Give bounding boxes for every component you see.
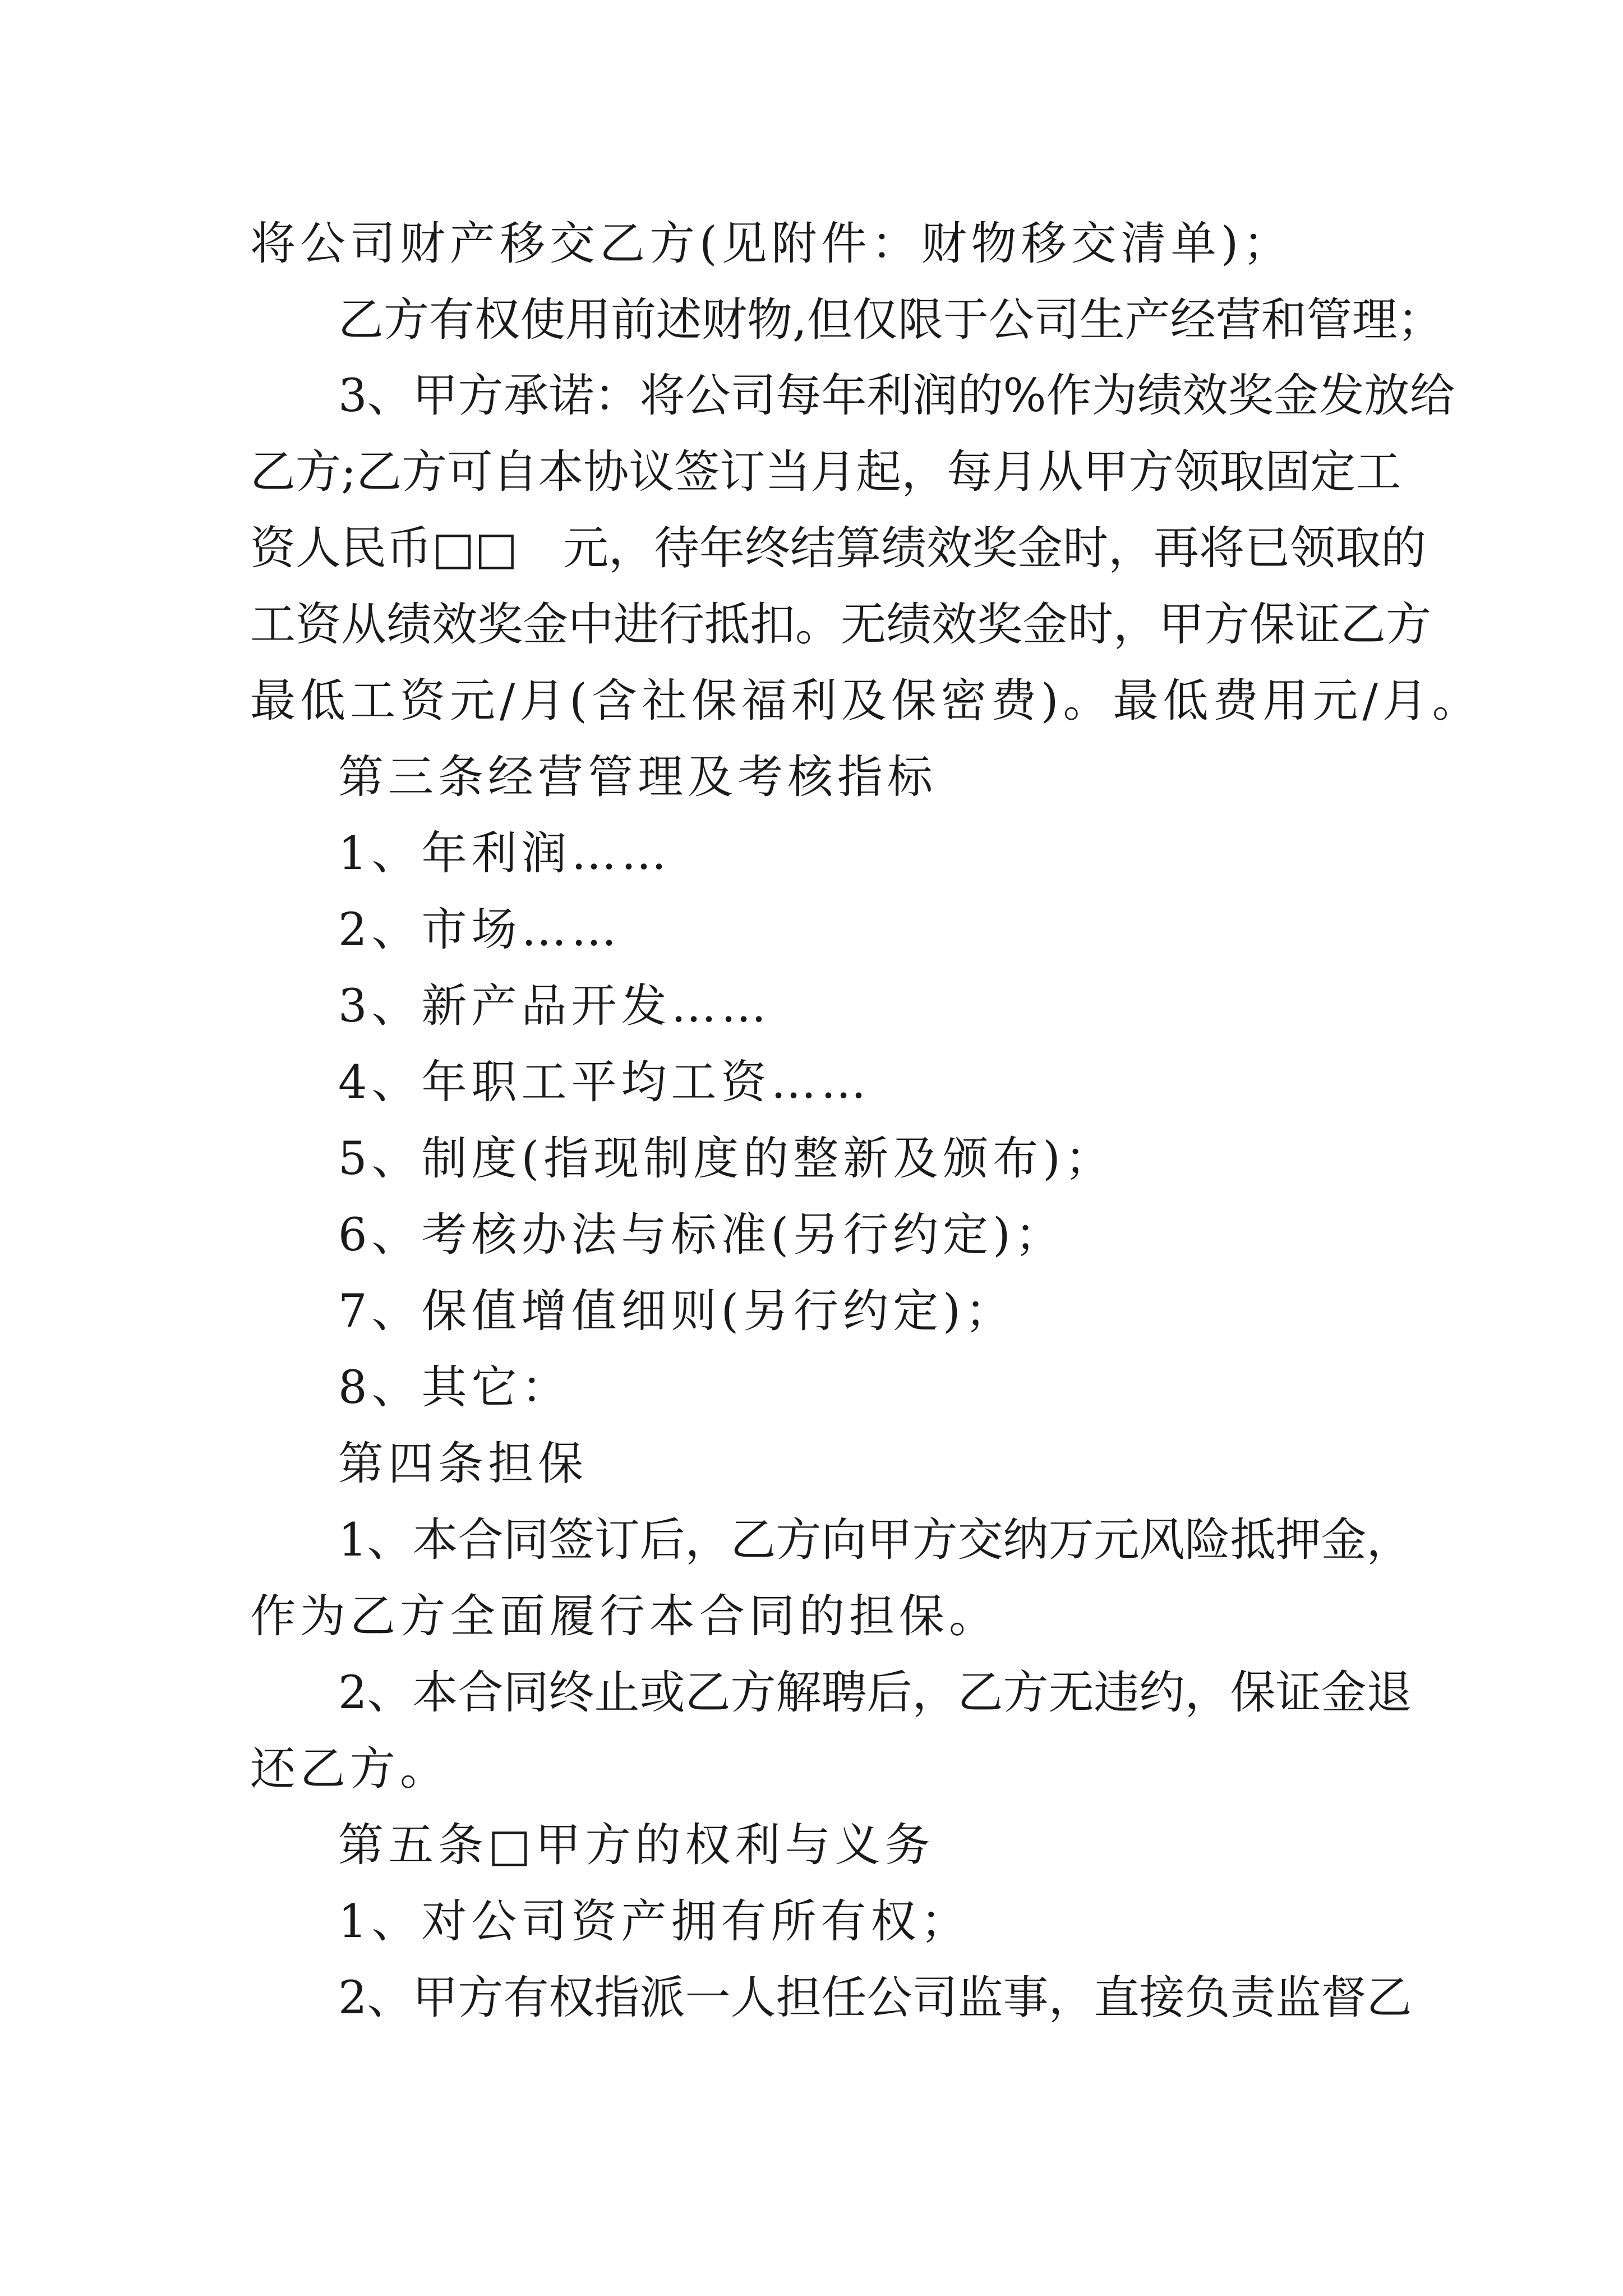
- text-line: 将公司财产移交乙方(见附件：财物移交清单)；: [250, 218, 1293, 270]
- list-item: 7、保值增值细则(另行约定)；: [338, 1285, 1015, 1338]
- list-item: 1、对公司资产拥有所有权；: [338, 1895, 971, 1948]
- text-line: 作为乙方全面履行本合同的担保。: [250, 1590, 999, 1643]
- list-item: 8、其它：: [338, 1361, 571, 1414]
- section-heading: 第四条担保: [338, 1438, 588, 1490]
- text-line: 2、本合同终止或乙方解聘后，乙方无违约，保证金退: [338, 1667, 1412, 1719]
- text-line: 还乙方。: [250, 1743, 450, 1796]
- text-line: 乙方;乙方可自本协议签订当月起，每月从甲方领取固定工: [250, 446, 1401, 499]
- list-item: 6、考核办法与标准(另行约定)；: [338, 1209, 1065, 1262]
- text-line: 3、甲方承诺：将公司每年利润的%作为绩效奖金发放给: [338, 370, 1455, 422]
- list-item: 5、制度(指现制度的整新及颁布)；: [338, 1133, 1115, 1185]
- text-line: 乙方有权使用前述财物,但仅限于公司生产经营和管理；: [338, 294, 1443, 347]
- list-item: 3、新产品开发……: [338, 980, 771, 1033]
- list-item: 1、年利润……: [338, 827, 671, 880]
- text-line: 资人民币□□ 元，待年终结算绩效奖金时，再将已领取的: [250, 522, 1427, 575]
- text-line: 最低工资元/月(含社保福利及保密费)。最低费用元/月。: [250, 675, 1482, 728]
- list-item: 2、市场……: [338, 904, 621, 956]
- text-line: 工资从绩效奖金中进行抵扣。无绩效奖金时，甲方保证乙方: [250, 599, 1432, 651]
- text-line: 2、甲方有权指派一人担任公司监事，直接负责监督乙: [338, 1972, 1412, 2024]
- text-line: 1、本合同签订后，乙方向甲方交纳万元风险抵押金，: [338, 1514, 1412, 1567]
- section-heading: 第三条经营管理及考核指标: [338, 751, 938, 804]
- section-heading: 第五条□甲方的权利与义务: [338, 1819, 935, 1872]
- list-item: 4、年职工平均工资……: [338, 1056, 871, 1109]
